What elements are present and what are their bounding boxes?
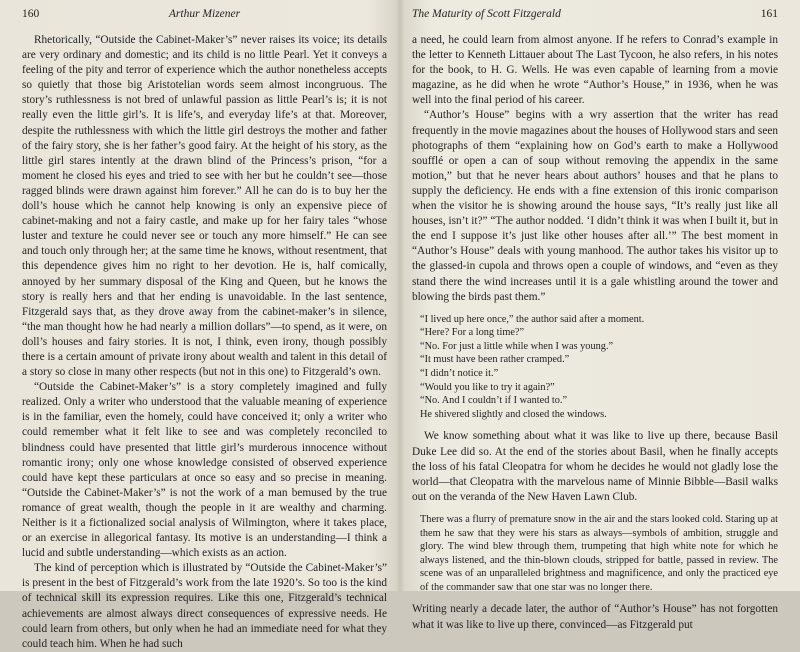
right-paragraph-2: “Author’s House” begins with a wry assertion that the writer has read frequently in the movie magazines about the houses of Hollywood stars and seen photographs of them “explaining how on God’s earth to make a Hollywood soufflé or open a can of soup without removing the appendix in the same motion,” but that he never hears about authors’ houses and that he plans to supply the deficiency. He ends with a fine extension of this ironic comparison when the visitor he is showing around the house says, “It’s really just like all houses, isn’t it?” “The author nodded. ‘I didn’t think it was when I built it, but in the end I suppose it’s just like other houses after all.’” The best moment in “Author’s House” deals with young manhood. The author takes his visitor up to the glassed-in cupola and throws open a couple of windows, and “even as they stand there the wind increases until it is a gale whistling around the tower and blowing the birds past them.” <box>412 109 778 303</box>
right-page-number: 161 <box>760 8 778 20</box>
dialogue-line: “No. For just a little while when I was young.” <box>420 340 614 352</box>
dialogue-line: “I lived up here once,” the author said after a moment. <box>420 313 645 325</box>
dialogue-line: “No. And I couldn’t if I wanted to.” <box>420 395 568 407</box>
dialogue-line: He shivered slightly and closed the windows. <box>420 408 607 420</box>
dialogue-excerpt <box>420 313 778 422</box>
right-running-title: The Maturity of Scott Fitzgerald <box>412 8 561 20</box>
dialogue-line: “I didn’t notice it.” <box>420 368 499 380</box>
right-paragraph-1: a need, he could learn from almost anyone. If he refers to Conrad’s example in the letter to Kenneth Littauer about The Last Tycoon, he also refers, in his notes for the book, to H. G. Wells. He was even capable of learning from a movie magazine, as he did when he wrote “Author’s House,” in 1936, when he was well into the final period of his career. <box>412 34 778 107</box>
right-paragraph-3: We know something about what it was like to live up there, because Basil Duke Lee did so. At the end of the stories about Basil, when he finally accepts the loss of his fatal Cleopatra for whom he decides he would not gladly lose the world—that Cleopatra with the marvelous name of Minnie Bibble—Basil walks out on the veranda of the New Haven Lawn Club. <box>412 430 778 503</box>
left-page-number: 160 <box>22 8 40 20</box>
dialogue-line: “Would you like to try it again?” <box>420 381 555 393</box>
left-paragraph-2: “Outside the Cabinet-Maker’s” is a story completely imagined and fully realized. Only a writer who understood that the valuable meaning of experience is in the familiar, even the homely, could have conceived it; only a writer who could remember what it felt like to see and was completely reconciled to blindness could have presented that little girl’s murderous innocence without romantic irony; only one whose knowledge consisted of observed experience could have kept these particulars at once so easy and so precise in meaning. “Outside the Cabinet-Maker’s” is not the work of a man bemused by the true romance of great wealth, though the people in it are wealthy and charming. Neither is it a fictionalized social analysis of Wilmington, where it takes place, or an exercise in allegorical fantasy. Its motive is an understanding—I think a lucid and subtle understanding—which exists as an action. <box>22 381 387 560</box>
left-page <box>22 0 387 650</box>
left-running-head <box>22 8 387 24</box>
block-quotation: There was a flurry of premature snow in the air and the stars looked cold. Staring up at them he saw that they were his stars as always—symbols of ambition, struggle and glory. The wind blew through them, trumpeting that high white note for which he always listened, and the thin-blown clouds, stripped for battle, passed in review. The scene was of an unparalleled brightness and magnificence, and only the practiced eye of the commander saw that one star was no longer there. <box>420 513 778 593</box>
left-running-title: Arthur Mizener <box>168 8 241 20</box>
left-paragraph-1: Rhetorically, “Outside the Cabinet-Maker’s” never raises its voice; its details are very ordinary and domestic; and its child is no little Pearl. Yet it conveys a feeling of the pity and terror of experience which the author nonetheless accepts so quietly that those big Aristotelian words seem almost incongruous. The story’s ruthlessness is not bred of unlawful passion as little Pearl’s is; it is not really even the little girl’s. It is life’s, and everyday life’s at that. Moreover, despite the ruthlessness with which the little girl destroys the mother and father of the fairy story, she is her father’s good fairy. At the height of his story, as the little girl stares intently at the drawn blind of the Princess’s prison, “for a moment he closed his eyes and tried to see with her but he couldn’t see—those ragged blinds were drawn against him forever.” All he can do is to buy her the doll’s house which he cannot help knowing is only an expensive piece of cabinet-making and not a fairy castle, and make up for her fairy tales “whose luster and texture he could never see or touch any more himself.” He can see and touch only through her; at the same time he knows, without resentment, that this dependence gives him no right to her devotion. He is, half comically, annoyed by her summary disposal of the King and Queen, but he knows the story is really hers and that her ending is unavoidable. In the last sentence, Fitzgerald says that, as they drove away from the cabinet-maker’s in silence, “the man thought how he had nearly a million dollars”—to spend, as it were, on doll’s houses and fairy stories. It is not, I think, even irony, though possibly there is a certain amount of private irony about wealth and talent in this detail of a story so close in many other respects (but not in this one) to Fitzgerald’s own. <box>22 34 387 379</box>
right-paragraph-4: Writing nearly a decade later, the author of “Author’s House” has not forgotten what it was like to live up there, convinced—as Fitzgerald put <box>412 603 778 631</box>
dialogue-line: “It must have been rather cramped.” <box>420 354 570 366</box>
left-paragraph-3: The kind of perception which is illustrated by “Outside the Cabinet-Maker’s” is present in the best of Fitzgerald’s work from the late 1920’s. So too is the kind of technical skill its expression requires. Like this one, Fitzgerald’s technical achievements are almost always direct consequences of expressive needs. He could learn from others, but only when he had an immediate need for what they could teach him. When he had such <box>22 562 387 650</box>
dialogue-line: “Here? For a long time?” <box>420 327 525 339</box>
right-running-head <box>412 8 778 24</box>
right-page <box>412 0 778 631</box>
